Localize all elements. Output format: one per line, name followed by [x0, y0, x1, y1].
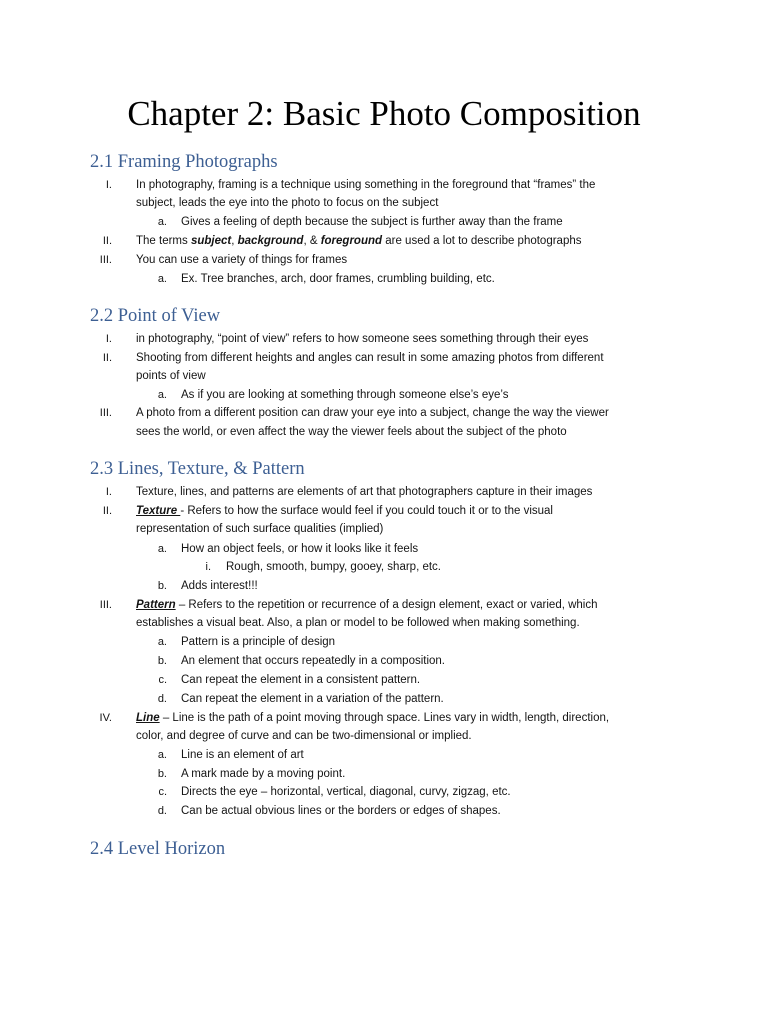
section-heading-point-of-view: 2.2 Point of View	[90, 306, 221, 326]
section-heading-framing: 2.1 Framing Photographs	[90, 152, 278, 172]
term-texture: Texture	[136, 505, 181, 517]
chapter-title: Chapter 2: Basic Photo Composition	[127, 94, 641, 133]
term-foreground: foreground	[320, 235, 383, 247]
term-pattern: Pattern	[136, 599, 176, 611]
term-background: background	[237, 235, 304, 247]
term-line: Line	[136, 712, 160, 724]
term-subject: subject	[190, 235, 232, 247]
document-page: Chapter 2: Basic Photo Composition 2.1 Framing Photographs I. In photography, framing is a technique using something in the foreground that “frames” the subject, leads the eye into the photo to focus on the subject a. Gives a feeling of depth because the subject is further away than the frame II. The terms subject, background, & foreground are used a lot to describe photographs III. You can use a variety of things for frames a. Ex. Tree branches, arch, door frames, crumbling building, etc. 2.2 Point of View I. in photography, “point of view” refers to how someone sees something through their eyes II. Shooting from different heights and angles can result in some amazing photos from different points of view a. As if you are looking at something through someone else’s eye’s III. A photo from a different position can draw your eye into a subject, change the way the viewer sees the world, or even affect the way the viewer feels about the subject of the photo 2.3 Lines, Texture, & Pattern I. Texture, lines, and patterns are elements of art that photographers capture in their images II. Texture - Refers to how the surface would feel if you could touch it or to the visual representation of such surface qualities (implied) a. How an object feels, or how it looks like it feels i. Rough, smooth, bumpy, gooey, sharp, etc. b. Adds interest!!! III. Pattern – Refers to the repetition or recurrence of a design element, exact or varied, which establishes a visual beat. Also, a plan or model to be followed when making something. a. Pattern is a principle of design b. An element that occurs repeatedly in a composition. c. Can repeat the element in a consistent pattern. d. Can repeat the element in a variation of the pattern. IV. Line – Line is the path of a point moving through space. Lines vary in width, length, direction, color, and degree of curve and can be two-dimensional or implied. a. Line is an element of art b. A mark made by a moving point. c. Directs the eye – horizontal, vertical, diagonal, curvy, zigzag, etc. d. Can be actual obvious lines or the borders or edges of shapes. 2.4 Level Horizon	[0, 0, 768, 1024]
section-heading-level-horizon: 2.4 Level Horizon	[90, 839, 226, 859]
section-heading-lines-texture-pattern: 2.3 Lines, Texture, & Pattern	[90, 459, 305, 479]
